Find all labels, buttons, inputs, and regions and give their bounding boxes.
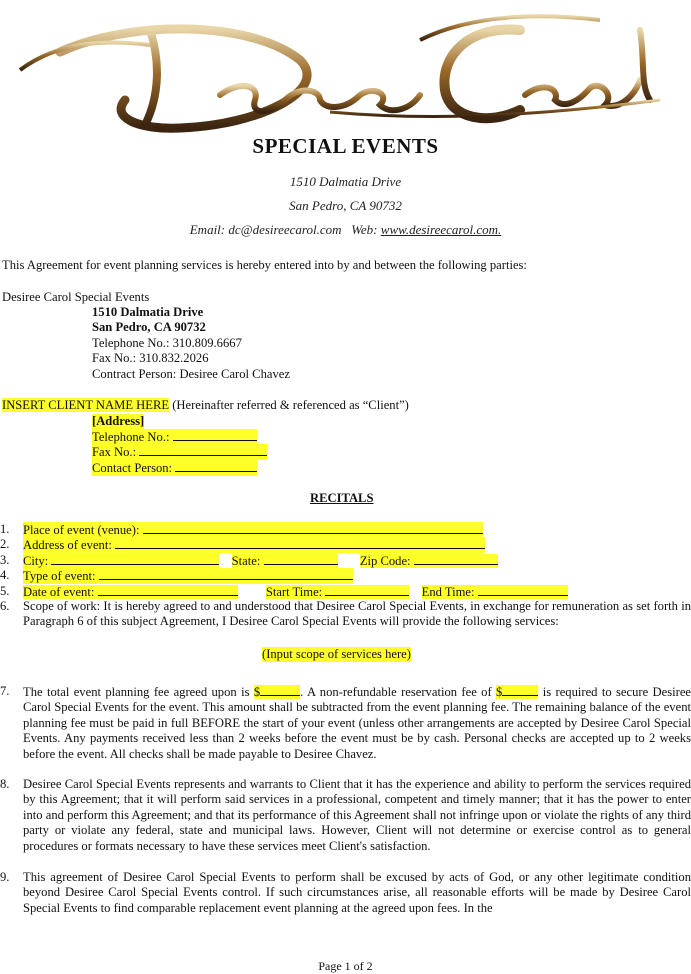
- client-line: [2, 398, 409, 413]
- client-referred-text: (Hereinafter referred & referenced as “Client”): [172, 398, 409, 412]
- brand-subtitle: SPECIAL EVENTS: [252, 134, 439, 158]
- force-majeure-paragraph: This agreement of Desiree Carol Special Events to perform shall be excused by acts of God, or any other legitimate condition beyond Desiree Carol Special Events control. If such circumstances arise, all reasonable efforts will be made by Desiree Carol Special Events to find comparable replacement event planning at the agreed upon fees. In the: [23, 870, 691, 915]
- client-phone-field[interactable]: Telephone No.:: [92, 429, 257, 445]
- reservation-fee-field[interactable]: $: [496, 685, 538, 699]
- recitals-heading: RECITALS: [310, 491, 374, 505]
- company-city: San Pedro, CA 90732: [289, 198, 402, 213]
- item-number-7: 7.: [0, 684, 10, 698]
- party1-phone: Telephone No.: 310.809.6667: [92, 336, 242, 350]
- total-fee-field[interactable]: $: [254, 685, 300, 699]
- party1-city: San Pedro, CA 90732: [92, 320, 206, 334]
- client-contact-field[interactable]: Contact Person:: [92, 460, 257, 476]
- client-name-field[interactable]: INSERT CLIENT NAME HERE: [2, 398, 170, 412]
- web-label: Web:: [351, 222, 378, 237]
- item-number-9: 9.: [0, 870, 10, 884]
- type-of-event-field[interactable]: Type of event:: [23, 568, 353, 584]
- party1-street: 1510 Dalmatia Drive: [92, 305, 204, 319]
- company-street: 1510 Dalmatia Drive: [289, 174, 402, 189]
- email-text: Email: dc@desireecarol.com: [189, 222, 342, 237]
- item-number-4: 4.: [0, 568, 10, 582]
- address-of-event-field[interactable]: Address of event:: [23, 537, 485, 553]
- date-time-row: [23, 584, 568, 600]
- start-time-field[interactable]: Start Time:: [266, 585, 410, 599]
- web-link[interactable]: www.desireecarol.com.: [380, 222, 502, 237]
- item-number-8: 8.: [0, 777, 10, 791]
- client-fax-field[interactable]: Fax No.:: [92, 444, 267, 460]
- city-field[interactable]: City:: [23, 554, 219, 568]
- zip-code-field[interactable]: Zip Code:: [360, 554, 498, 568]
- place-of-event-field[interactable]: Place of event (venue):: [23, 522, 483, 538]
- date-of-event-field[interactable]: Date of event:: [23, 585, 238, 599]
- city-state-zip-row: [23, 553, 498, 569]
- end-time-field[interactable]: End Time:: [422, 585, 568, 599]
- item-number-1: 1.: [0, 522, 10, 536]
- party1-fax: Fax No.: 310.832.2026: [92, 351, 209, 365]
- item-number-3: 3.: [0, 553, 10, 567]
- party1-contact: Contract Person: Desiree Carol Chavez: [92, 367, 290, 381]
- item-number-6: 6.: [0, 599, 10, 613]
- intro-text: This Agreement for event planning services is hereby entered into by and between the following parties:: [2, 258, 527, 272]
- scope-of-work-text: Scope of work: It is hereby agreed to and understood that Desiree Carol Special Events, in exchange for remuneration as set forth in Paragraph 6 of this subject Agreement, I Desiree Carol Special Events will provide the following services:: [23, 599, 691, 629]
- fee-paragraph: The total event planning fee agreed upon is $ . A non-refundable reservation fee of $ is required to secure Desiree Carol Special Events for the event. This amount shall be subtracted from the event planning fee. The remaining balance of the event planning fee must be paid in full BEFORE the start of your event (unless other arrangements are accepted by Desiree Carol Special Events. Any payments received less than 2 weeks before the event must be by cash. Personal checks are accepted up to 2 weeks before the event. All checks shall be made payable to Desiree Chavez.: [23, 685, 691, 761]
- item-number-5: 5.: [0, 584, 10, 598]
- warranty-paragraph: Desiree Carol Special Events represents and warrants to Client that it has the experience and ability to perform the services required by this Agreement; that it will perform said services in a professional, competent and timely manner; that it has the power to enter into and perform this Agreement; and that its performance of this Agreement shall not infringe upon or violate the rights of any third party or violate any federal, state and municipal laws. However, Client will not determine or exercise control as to general procedures or formats necessary to have these services meet Client's satisfaction.: [23, 777, 691, 853]
- party1-name: Desiree Carol Special Events: [2, 290, 150, 304]
- client-address-field[interactable]: [Address]: [92, 414, 145, 428]
- scope-of-services-field[interactable]: (Input scope of services here): [262, 647, 411, 661]
- item-number-2: 2.: [0, 537, 10, 551]
- state-field[interactable]: State:: [232, 554, 338, 568]
- page-number: Page 1 of 2: [318, 959, 373, 973]
- company-contact-line: [0, 222, 691, 238]
